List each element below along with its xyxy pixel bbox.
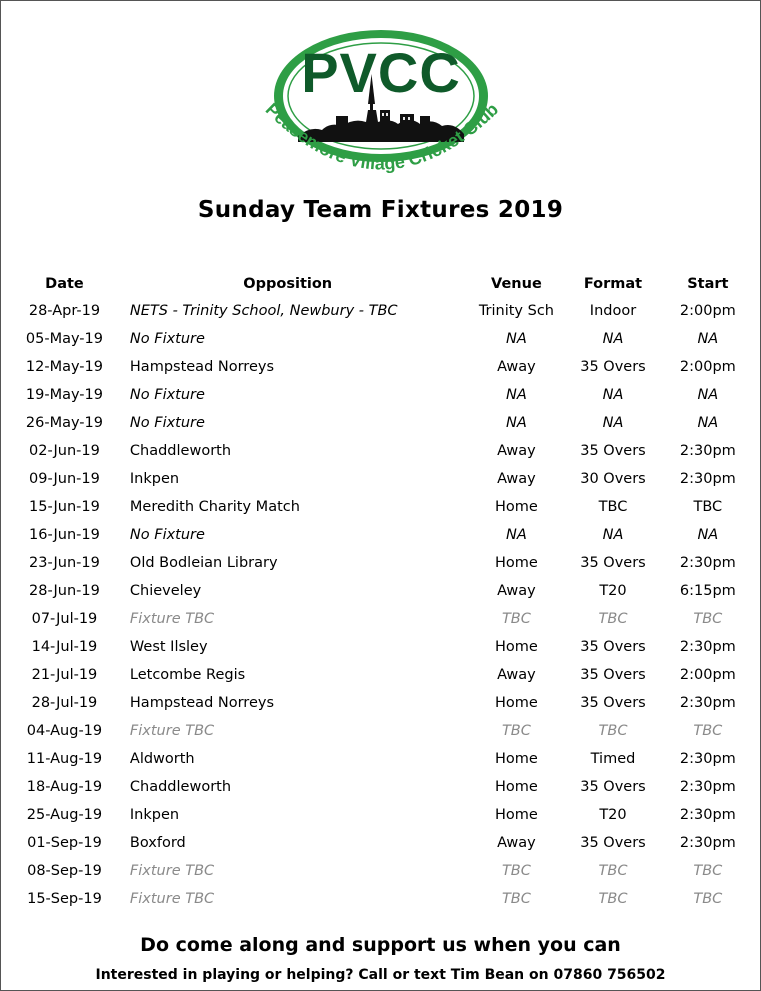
cell-format: T20 [599, 583, 627, 599]
cell-venue: Home [495, 779, 538, 795]
table-row [20, 885, 756, 913]
cell-format: 35 Overs [580, 639, 646, 655]
cell-opposition: Inkpen [129, 807, 180, 823]
cell-date: 25-Aug-19 [26, 807, 103, 823]
cell-start: TBC [693, 863, 723, 879]
cell-start: 6:15pm [679, 583, 736, 599]
cell-venue: Trinity Sch [478, 303, 554, 319]
cell-date: 19-May-19 [25, 387, 103, 403]
cell-date: 12-May-19 [25, 359, 103, 375]
page-title: Sunday Team Fixtures 2019 [197, 197, 564, 223]
table-row [20, 493, 756, 521]
cell-format: 35 Overs [580, 359, 646, 375]
header-format: Format [583, 276, 643, 292]
cell-format: TBC [598, 611, 628, 627]
cell-opposition: Chieveley [129, 583, 202, 599]
cell-start: 2:30pm [679, 639, 736, 655]
table-row [20, 325, 756, 353]
club-logo [250, 14, 512, 194]
cell-venue: Home [495, 807, 538, 823]
table-row [20, 381, 756, 409]
cell-start: 2:00pm [679, 359, 736, 375]
cell-date: 01-Sep-19 [27, 835, 102, 851]
cell-venue: Home [495, 555, 538, 571]
cell-format: TBC [598, 891, 628, 907]
cell-date: 26-May-19 [25, 415, 103, 431]
cell-start: NA [697, 527, 719, 543]
cell-opposition: Chaddleworth [129, 779, 232, 795]
logo-initials: PVCC [301, 41, 461, 104]
cell-date: 15-Sep-19 [27, 891, 102, 907]
cell-date: 08-Sep-19 [27, 863, 102, 879]
cell-start: 2:30pm [679, 779, 736, 795]
cell-venue: Away [497, 583, 536, 599]
cell-opposition: Hampstead Norreys [129, 695, 275, 711]
cell-venue: NA [506, 527, 527, 543]
cell-date: 04-Aug-19 [26, 723, 103, 739]
cell-start: 2:30pm [679, 555, 736, 571]
cell-opposition: Aldworth [129, 751, 195, 767]
cell-venue: Away [497, 471, 536, 487]
table-row [20, 689, 756, 717]
cell-format: Indoor [589, 303, 637, 319]
cell-venue: Home [495, 695, 538, 711]
cell-date: 14-Jul-19 [31, 639, 98, 655]
cell-opposition: NETS - Trinity School, Newbury - TBC [129, 303, 398, 319]
cell-format: 35 Overs [580, 779, 646, 795]
cell-date: 07-Jul-19 [31, 611, 98, 627]
cell-start: NA [697, 415, 719, 431]
table-header-row [20, 271, 756, 297]
cell-opposition: No Fixture [129, 331, 205, 347]
cell-date: 21-Jul-19 [31, 667, 98, 683]
cell-format: NA [602, 331, 624, 347]
fixtures-body [20, 297, 756, 913]
cell-date: 05-May-19 [25, 331, 103, 347]
cell-start: TBC [693, 723, 723, 739]
cell-venue: Home [495, 499, 538, 515]
cell-venue: NA [506, 331, 527, 347]
cell-date: 28-Jun-19 [29, 583, 100, 599]
cell-date: 28-Jul-19 [31, 695, 98, 711]
table-row [20, 773, 756, 801]
table-row [20, 549, 756, 577]
cell-venue: TBC [501, 863, 531, 879]
cell-start: 2:00pm [679, 303, 736, 319]
cell-opposition: No Fixture [129, 415, 205, 431]
cell-start: NA [697, 331, 719, 347]
cell-start: 2:30pm [679, 835, 736, 851]
table-row [20, 633, 756, 661]
cell-opposition: Fixture TBC [129, 723, 215, 739]
cell-format: NA [602, 387, 624, 403]
cell-opposition: Boxford [129, 835, 186, 851]
cell-venue: TBC [501, 891, 531, 907]
header-date: Date [45, 276, 84, 292]
footer-contact: Interested in playing or helping? Call or text Tim Bean on 07860 756502 [95, 967, 666, 983]
cell-format: TBC [598, 499, 628, 515]
cell-opposition: Old Bodleian Library [129, 555, 278, 571]
cell-format: 35 Overs [580, 835, 646, 851]
table-row [20, 857, 756, 885]
cell-date: 18-Aug-19 [26, 779, 103, 795]
cell-start: 2:30pm [679, 443, 736, 459]
cell-format: Timed [590, 751, 636, 767]
header-start: Start [687, 276, 729, 292]
table-row [20, 577, 756, 605]
logo-club-name: Peasemore Village Cricket Club [261, 99, 503, 174]
cell-opposition: Meredith Charity Match [129, 499, 300, 515]
table-row [20, 353, 756, 381]
cell-venue: Home [495, 751, 538, 767]
cell-opposition: West Ilsley [129, 639, 208, 655]
table-row [20, 745, 756, 773]
cell-opposition: No Fixture [129, 387, 205, 403]
table-row [20, 661, 756, 689]
cell-opposition: Letcombe Regis [129, 667, 246, 683]
cell-start: 2:00pm [679, 667, 736, 683]
cell-format: 35 Overs [580, 695, 646, 711]
cell-venue: Away [497, 359, 536, 375]
cell-format: NA [602, 527, 624, 543]
table-row [20, 465, 756, 493]
cell-opposition: No Fixture [129, 527, 205, 543]
table-row [20, 717, 756, 745]
cell-format: TBC [598, 863, 628, 879]
table-row [20, 829, 756, 857]
cell-venue: TBC [501, 723, 531, 739]
cell-format: NA [602, 415, 624, 431]
cell-start: TBC [693, 499, 723, 515]
cell-start: 2:30pm [679, 695, 736, 711]
cell-venue: Away [497, 667, 536, 683]
header-venue: Venue [491, 276, 542, 292]
cell-start: 2:30pm [679, 751, 736, 767]
footer-tagline: Do come along and support us when you can [140, 934, 621, 956]
table-row [20, 409, 756, 437]
cell-format: TBC [598, 723, 628, 739]
cell-start: TBC [693, 611, 723, 627]
cell-date: 09-Jun-19 [29, 471, 100, 487]
cell-date: 15-Jun-19 [29, 499, 100, 515]
table-row [20, 297, 756, 325]
cell-format: 30 Overs [580, 471, 646, 487]
cell-venue: Away [497, 443, 536, 459]
cell-opposition: Hampstead Norreys [129, 359, 275, 375]
cell-start: 2:30pm [679, 471, 736, 487]
cell-venue: Away [497, 835, 536, 851]
table-row [20, 801, 756, 829]
cell-date: 16-Jun-19 [29, 527, 100, 543]
cell-venue: NA [506, 415, 527, 431]
cell-format: 35 Overs [580, 443, 646, 459]
cell-start: 2:30pm [679, 807, 736, 823]
cell-format: 35 Overs [580, 555, 646, 571]
cell-venue: NA [506, 387, 527, 403]
table-row [20, 605, 756, 633]
cell-opposition: Chaddleworth [129, 443, 232, 459]
cell-format: 35 Overs [580, 667, 646, 683]
cell-venue: TBC [501, 611, 531, 627]
cell-opposition: Inkpen [129, 471, 180, 487]
cell-opposition: Fixture TBC [129, 863, 215, 879]
table-row [20, 521, 756, 549]
cell-format: T20 [599, 807, 627, 823]
cell-opposition: Fixture TBC [129, 611, 215, 627]
cell-venue: Home [495, 639, 538, 655]
cell-opposition: Fixture TBC [129, 891, 215, 907]
table-row [20, 437, 756, 465]
cell-start: NA [697, 387, 719, 403]
cell-date: 23-Jun-19 [29, 555, 100, 571]
cell-date: 11-Aug-19 [26, 751, 103, 767]
fixtures-table [20, 271, 756, 913]
cell-date: 28-Apr-19 [28, 303, 101, 319]
cell-date: 02-Jun-19 [29, 443, 100, 459]
cell-start: TBC [693, 891, 723, 907]
header-opposition: Opposition [243, 276, 333, 292]
